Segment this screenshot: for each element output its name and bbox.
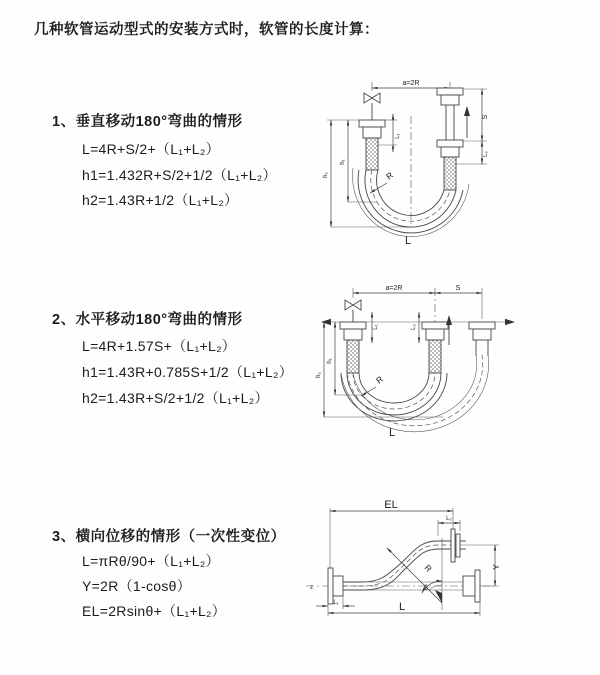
- section-2-heading: 2、水平移动180°弯曲的情形: [52, 312, 243, 328]
- angle-wedge: [435, 590, 442, 603]
- hose-braid: [429, 340, 441, 373]
- flange: [359, 120, 385, 127]
- radius-line: [387, 548, 442, 603]
- movement-arrowhead-right: [505, 319, 515, 325]
- dim-label-h1: h₁: [327, 358, 333, 364]
- formula-2-3: h2=1.43R+S/2+1/2（L₁+L₂）: [82, 390, 269, 406]
- formula-3-3: EL=2Rsinθ+（L₁+L₂）: [82, 603, 227, 619]
- dim-label-l1: L₁: [373, 324, 379, 330]
- radius-arrow: [361, 387, 376, 396]
- dim-label-s: S: [455, 285, 461, 292]
- hose-braid: [444, 157, 456, 190]
- formula-1-1: L=4R+S/2+（L₁+L₂）: [82, 141, 220, 157]
- dim-label-h2: h₂: [323, 172, 329, 178]
- flange-hub: [441, 95, 459, 105]
- movement-arrowhead: [446, 315, 452, 325]
- page-title: 几种软管运动型式的安装方式时，软管的长度计算：: [34, 22, 379, 38]
- length-label: L: [389, 427, 396, 439]
- flange-hub: [363, 127, 381, 138]
- hose-braid: [347, 340, 359, 373]
- formula-1-2: h1=1.432R+S/2+1/2（L₁+L₂）: [82, 167, 277, 183]
- hose-curves: [343, 541, 451, 590]
- dim-label-a2r: a=2R: [385, 285, 403, 292]
- dim-label-l: L: [398, 601, 406, 613]
- flange-left: [328, 568, 343, 604]
- radius-label: R: [384, 169, 396, 182]
- section-3-heading: 3、横向位移的情形（一次性变位）: [52, 529, 286, 545]
- hose-curves: [341, 355, 489, 432]
- diagram-vertical-180-bend: [315, 72, 530, 260]
- diagram-lateral-displacement: [298, 498, 568, 638]
- flange-hub: [441, 147, 459, 157]
- break-mark: z: [310, 585, 313, 591]
- hose-braid: [366, 138, 378, 170]
- formula-3-1: L=πRθ/90+（L₁+L₂）: [82, 553, 220, 569]
- diagram-horizontal-180-bend: [315, 283, 530, 453]
- angle-label: θ: [424, 585, 428, 592]
- flange: [437, 140, 463, 147]
- formula-1-3: h2=1.43R+1/2（L₁+L₂）: [82, 192, 239, 208]
- flange: [437, 88, 463, 95]
- flange-left: [340, 322, 366, 373]
- dim-label-s: S: [482, 114, 489, 120]
- dim-label-el: EL: [384, 499, 398, 511]
- radius-label: R: [374, 373, 386, 386]
- section-1-heading: 1、垂直移动180°弯曲的情形: [52, 114, 243, 130]
- valve-icon: [345, 300, 361, 310]
- dim-label-h1: h₁: [340, 159, 346, 165]
- dim-label-h2: h₂: [316, 372, 322, 378]
- dim-label-l2: L₂: [411, 324, 417, 330]
- dim-label-y: Y: [491, 564, 501, 570]
- valve-icon: [364, 93, 380, 103]
- radius-label: R: [422, 562, 435, 574]
- length-label: L: [405, 235, 412, 247]
- movement-arrowhead: [464, 106, 470, 116]
- dim-label-l1: L₁: [333, 600, 339, 606]
- dim-label-a2r: a=2R: [402, 80, 420, 87]
- dim-label-l2: L₂: [483, 151, 489, 157]
- flange-right-ghost: [469, 322, 495, 356]
- formula-2-1: L=4R+1.57S+（L₁+L₂）: [82, 338, 237, 354]
- flange-upper: [451, 529, 466, 562]
- flange-middle: [422, 322, 448, 373]
- formula-3-2: Y=2R（1-cosθ）: [82, 578, 192, 594]
- dim-label-l1: L₁: [395, 133, 401, 139]
- formula-2-2: h1=1.43R+0.785S+1/2（L₁+L₂）: [82, 364, 293, 380]
- dim-label-l2: L₂: [446, 516, 452, 522]
- movement-arrowhead-left: [321, 319, 331, 325]
